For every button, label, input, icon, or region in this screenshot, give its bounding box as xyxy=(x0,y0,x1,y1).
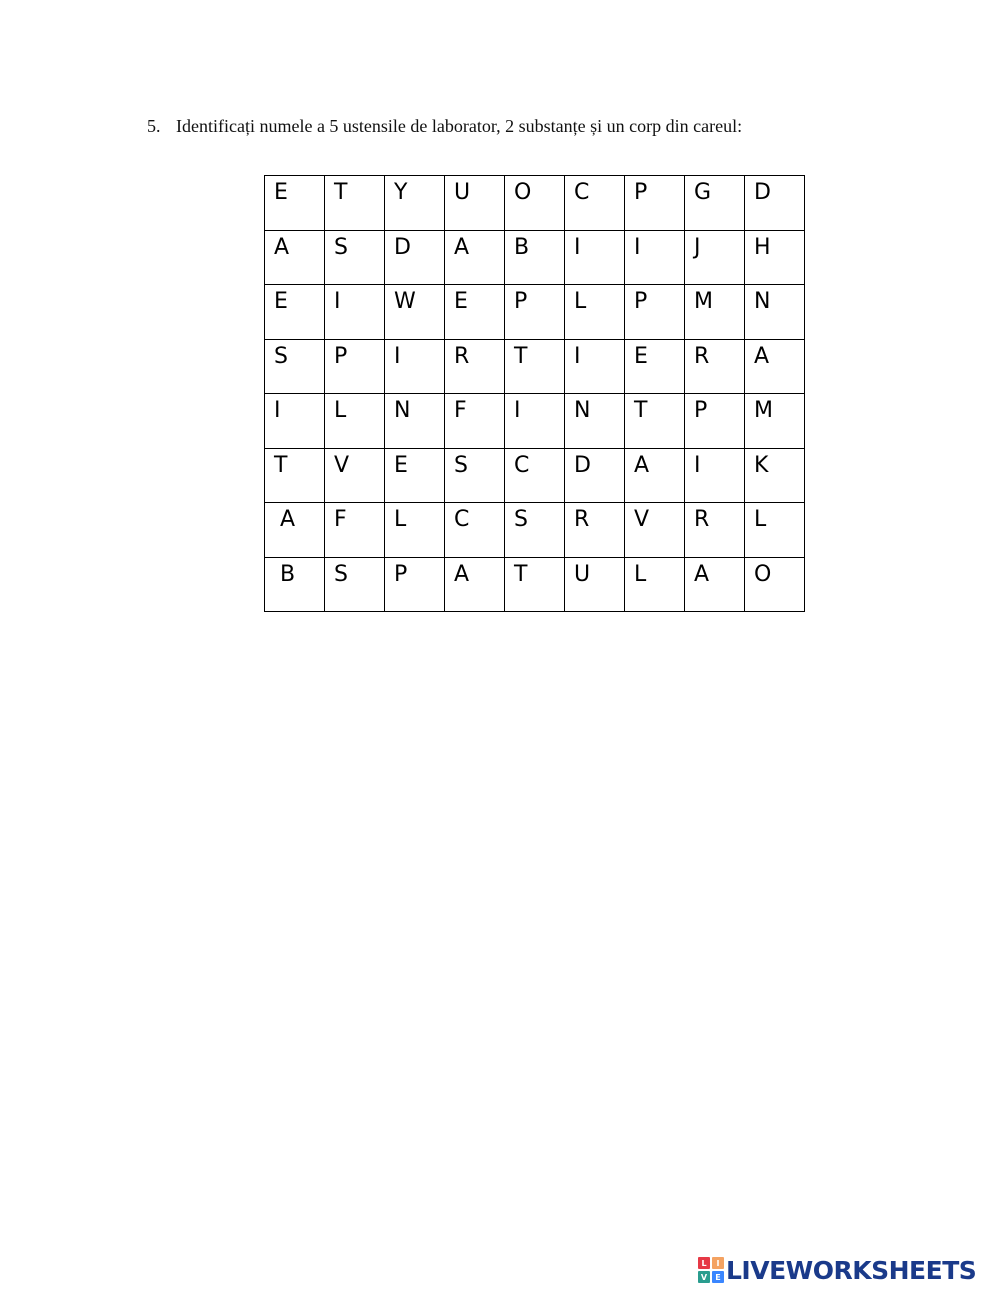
grid-cell: T xyxy=(325,176,385,231)
brand-text: LIVEWORKSHEETS xyxy=(726,1255,977,1285)
grid-cell: O xyxy=(505,176,565,231)
grid-cell: E xyxy=(385,449,445,504)
logo-letter: V xyxy=(698,1271,710,1283)
grid-cell: A xyxy=(445,558,505,613)
grid-cell: B xyxy=(505,231,565,286)
grid-cell: O xyxy=(745,558,805,613)
grid-cell: D xyxy=(385,231,445,286)
grid-cell: N xyxy=(565,394,625,449)
grid-cell: P xyxy=(385,558,445,613)
grid-cell: I xyxy=(505,394,565,449)
grid-cell: F xyxy=(325,503,385,558)
grid-cell: P xyxy=(505,285,565,340)
grid-cell: E xyxy=(265,285,325,340)
grid-cell: B xyxy=(265,558,325,613)
grid-cell: T xyxy=(505,558,565,613)
grid-cell: P xyxy=(625,285,685,340)
grid-cell: I xyxy=(685,449,745,504)
grid-cell: V xyxy=(325,449,385,504)
grid-cell: I xyxy=(265,394,325,449)
grid-cell: S xyxy=(265,340,325,395)
grid-cell: R xyxy=(445,340,505,395)
grid-cell: R xyxy=(685,503,745,558)
liveworksheets-brand xyxy=(698,1255,976,1285)
grid-cell: A xyxy=(265,503,325,558)
grid-cell: A xyxy=(265,231,325,286)
question-prompt: Identificați numele a 5 ustensile de laborator, 2 substanțe și un corp din careul: xyxy=(176,116,743,136)
grid-cell: E xyxy=(265,176,325,231)
grid-cell: T xyxy=(625,394,685,449)
word-search-grid xyxy=(264,175,805,612)
grid-cell: D xyxy=(745,176,805,231)
grid-cell: I xyxy=(325,285,385,340)
grid-cell: L xyxy=(625,558,685,613)
grid-cell: L xyxy=(565,285,625,340)
grid-cell: N xyxy=(745,285,805,340)
grid-cell: M xyxy=(685,285,745,340)
grid-cell: V xyxy=(625,503,685,558)
grid-cell: C xyxy=(505,449,565,504)
grid-cell: R xyxy=(565,503,625,558)
grid-cell: F xyxy=(445,394,505,449)
grid-cell: C xyxy=(445,503,505,558)
grid-cell: N xyxy=(385,394,445,449)
grid-cell: Y xyxy=(385,176,445,231)
grid-cell: A xyxy=(625,449,685,504)
grid-cell: J xyxy=(685,231,745,286)
grid-cell: W xyxy=(385,285,445,340)
grid-cell: L xyxy=(385,503,445,558)
question-text xyxy=(147,116,742,137)
logo-letter: I xyxy=(712,1257,724,1269)
grid-cell: A xyxy=(445,231,505,286)
grid-cell: R xyxy=(685,340,745,395)
grid-cell: S xyxy=(325,231,385,286)
grid-cell: A xyxy=(745,340,805,395)
question-number: 5. xyxy=(147,116,161,136)
grid-cell: E xyxy=(625,340,685,395)
grid-cell: G xyxy=(685,176,745,231)
grid-cell: T xyxy=(505,340,565,395)
grid-cell: L xyxy=(745,503,805,558)
logo-letter: E xyxy=(712,1271,724,1283)
grid-cell: S xyxy=(325,558,385,613)
grid-cell: S xyxy=(445,449,505,504)
grid-cell: I xyxy=(565,231,625,286)
grid-cell: P xyxy=(685,394,745,449)
grid-cell: I xyxy=(385,340,445,395)
grid-cell: K xyxy=(745,449,805,504)
grid-cell: C xyxy=(565,176,625,231)
grid-cell: L xyxy=(325,394,385,449)
grid-cell: P xyxy=(325,340,385,395)
grid-cell: U xyxy=(445,176,505,231)
grid-cell: E xyxy=(445,285,505,340)
grid-cell: H xyxy=(745,231,805,286)
grid-cell: A xyxy=(685,558,745,613)
grid-cell: M xyxy=(745,394,805,449)
grid-cell: T xyxy=(265,449,325,504)
grid-cell: S xyxy=(505,503,565,558)
liveworksheets-logo-icon xyxy=(698,1257,724,1283)
grid-cell: D xyxy=(565,449,625,504)
grid-cell: U xyxy=(565,558,625,613)
grid-cell: I xyxy=(625,231,685,286)
logo-letter: L xyxy=(698,1257,710,1269)
grid-cell: I xyxy=(565,340,625,395)
grid-cell: P xyxy=(625,176,685,231)
